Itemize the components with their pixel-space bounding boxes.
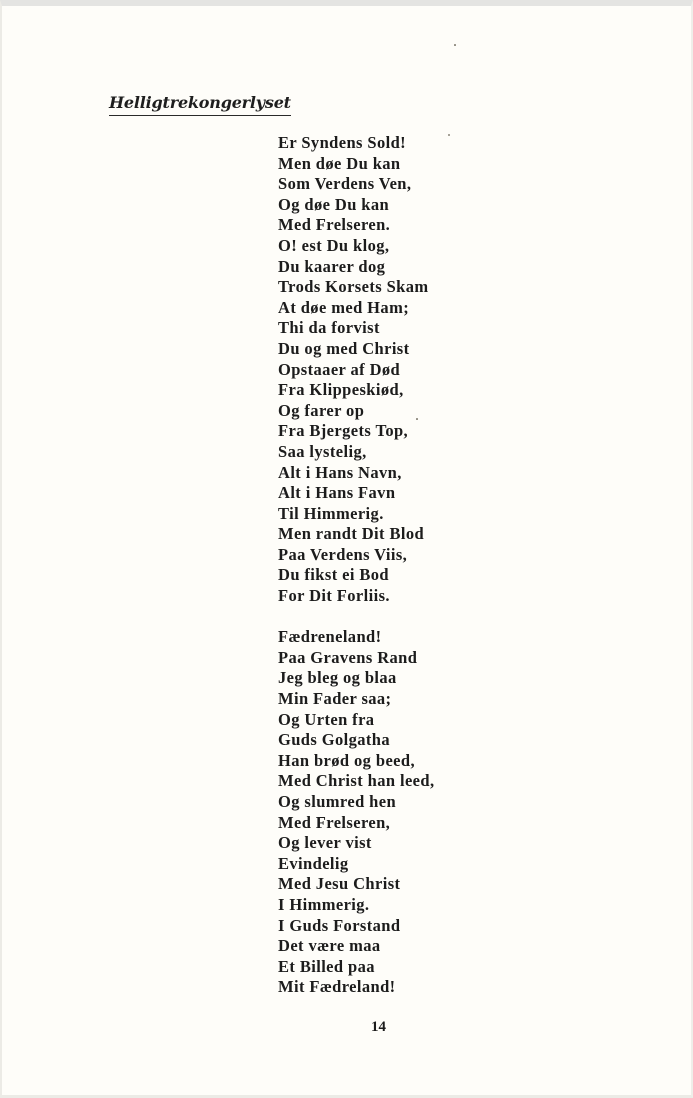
poem-line: Min Fader saa; — [278, 689, 392, 709]
poem-line: Mit Fædreland! — [278, 977, 396, 997]
poem-line: Med Frelseren. — [278, 215, 391, 235]
poem-line: Men randt Dit Blod — [278, 524, 425, 544]
poem-line: Fra Bjergets Top, — [278, 421, 409, 441]
poem-line: Men døe Du kan — [278, 153, 401, 173]
paper-speck — [448, 134, 450, 136]
poem-line: Evindelig — [278, 853, 349, 873]
poem-line: Et Billed paa — [278, 956, 375, 976]
poem-line: I Guds Forstand — [278, 915, 401, 935]
stanza-2 — [278, 627, 435, 998]
poem-line: Opstaaer af Død — [278, 359, 401, 379]
poem-line: For Dit Forliis. — [278, 586, 390, 606]
poem-line: Thi da forvist — [278, 318, 380, 338]
poem-line: Du fikst ei Bod — [278, 565, 389, 585]
poem-line: Fædreneland! — [278, 627, 382, 647]
poem-line: Han brød og beed, — [278, 750, 415, 770]
poem-line: Som Verdens Ven, — [278, 174, 412, 194]
page-number: 14 — [371, 1019, 386, 1035]
stanza-1 — [278, 133, 435, 607]
poem-line: Og Urten fra — [278, 709, 375, 729]
poem-line: Jeg bleg og blaa — [278, 668, 397, 688]
poem-line: Det være maa — [278, 936, 381, 956]
poem-line: Er Syndens Sold! — [278, 133, 407, 152]
poem-line: Du kaarer dog — [278, 256, 386, 276]
poem-line: Med Jesu Christ — [278, 874, 401, 894]
poem-line: Alt i Hans Favn — [278, 483, 396, 503]
paper-speck — [454, 44, 456, 46]
poem — [278, 133, 435, 1019]
poem-line: Paa Verdens Viis, — [278, 544, 408, 564]
poem-line: Alt i Hans Navn, — [278, 462, 402, 482]
poem-line: Og farer op — [278, 400, 365, 420]
poem-line: Du og med Christ — [278, 338, 410, 358]
poem-line: I Himmerig. — [278, 894, 370, 914]
poem-line: Og døe Du kan — [278, 194, 390, 214]
poem-line: Og slumred hen — [278, 792, 397, 811]
poem-line: Paa Gravens Rand — [278, 647, 418, 667]
poem-line: Og lever vist — [278, 833, 372, 853]
poem-line: Guds Golgatha — [278, 730, 391, 750]
poem-line: At døe med Ham; — [278, 297, 410, 317]
poem-line: Med Christ han leed, — [278, 771, 435, 791]
poem-line: Til Himmerig. — [278, 503, 384, 523]
poem-line: Med Frelseren, — [278, 812, 391, 832]
poem-line: Trods Korsets Skam — [278, 277, 429, 297]
poem-line: Saa lystelig, — [278, 441, 367, 461]
running-title: Helligtrekongerlyset — [109, 92, 291, 116]
poem-line: O! est Du klog, — [278, 235, 390, 255]
paper-speck — [416, 418, 418, 420]
poem-line: Fra Klippeskiød, — [278, 380, 404, 400]
